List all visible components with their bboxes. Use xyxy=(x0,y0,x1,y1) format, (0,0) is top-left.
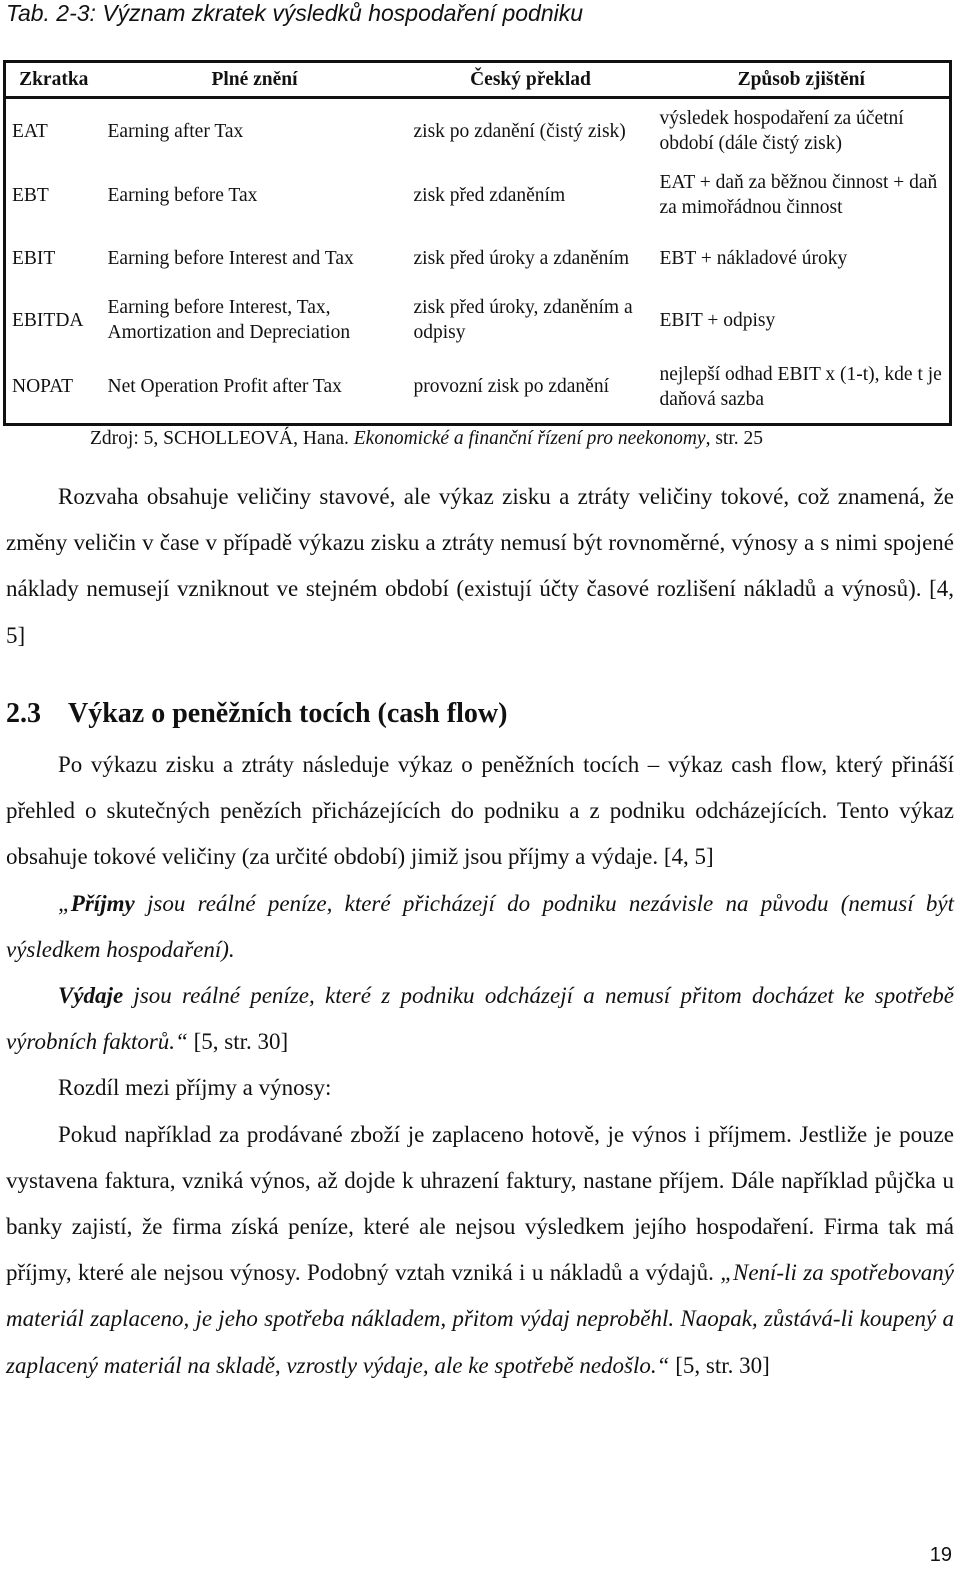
column-header: Zkratka xyxy=(5,62,102,98)
source-prefix: Zdroj: 5, SCHOLLEOVÁ, Hana. xyxy=(90,428,354,449)
column-header: Způsob zjištění xyxy=(654,62,951,98)
table-cell: Earning before Interest, Tax, Amortization and Depreciation xyxy=(107,297,351,344)
quote-text: jsou reálné peníze, které z podniku odcházejí a nemusí přitom docházet ke spotřebě výrobních faktorů. xyxy=(6,983,954,1055)
table-cell: EBIT + odpisy xyxy=(659,309,776,331)
table-row xyxy=(5,164,951,227)
quote-text: „Není-li za spotřebovaný materiál zaplaceno, je jeho spotřeba nákladem, přitom výdaj neproběhl. Naopak, zůstává-li koupený a zaplacený materiál na skladě, vzrostly výdaje, ale ke spotřebě nedošlo.“ xyxy=(6,1260,954,1378)
table-cell: Earning before Tax xyxy=(107,184,258,206)
table-cell: zisk po zdanění (čistý zisk) xyxy=(413,120,626,142)
term-prijmy: Příjmy xyxy=(70,890,135,916)
table-cell: Earning before Interest and Tax xyxy=(107,247,354,269)
quote-prijmy xyxy=(6,881,954,973)
table-source xyxy=(90,428,763,450)
section-heading xyxy=(6,698,507,730)
source-title: Ekonomické a finanční řízení pro neekonomy xyxy=(353,428,706,449)
term-vydaje: Výdaje xyxy=(58,983,124,1009)
quote-close-mark: “ xyxy=(175,1029,188,1055)
table-cell: EAT + daň za běžnou činnost + daň za mimořádnou činnost xyxy=(659,172,938,219)
column-header: Český překlad xyxy=(408,62,654,98)
paragraph-example xyxy=(6,1112,954,1389)
table-cell: Earning after Tax xyxy=(107,120,244,142)
table-row xyxy=(5,227,951,290)
paragraph-text: Pokud například za prodávané zboží je zaplaceno hotově, je výnos i příjmem. Jestliže je pouze vystavena faktura, vzniká výnos, až dojde k uhrazení faktury, nastane příjem. Dále například půjčka u banky zajistí, že firma získá peníze, které ale nejsou výsledkem jejího hospodaření. Firma tak má příjmy, které ale nejsou výnosy. Podobný vztah vzniká i u nákladů a výdajů. xyxy=(6,1121,954,1286)
difference-heading: Rozdíl mezi příjmy a výnosy: xyxy=(58,1075,332,1101)
table-cell: provozní zisk po zdanění xyxy=(413,376,609,398)
table-caption: Tab. 2-3: Význam zkratek výsledků hospodaření podniku xyxy=(6,0,584,26)
paragraph-cash-flow: Po výkazu zisku a ztráty následuje výkaz o peněžních tocích – výkaz cash flow, který přináší přehled o skutečných penězích přicházejících do podniku a z podniku odcházejících. Tento výkaz obsahuje tokové veličiny (za určité období) jimiž jsou příjmy a výdaje. [4, 5] xyxy=(6,752,954,870)
table-cell: nejlepší odhad EBIT x (1-t), kde t je daňová sazba xyxy=(659,363,942,410)
section-body xyxy=(6,742,954,1389)
quote-reference: [5, str. 30] xyxy=(669,1352,770,1378)
quote-open-mark: „ xyxy=(58,890,71,916)
table-cell: EBITDA xyxy=(12,309,84,331)
section-number: 2.3 xyxy=(6,698,41,729)
table-row xyxy=(5,290,951,351)
table-header-row xyxy=(5,62,951,98)
table-cell: EBIT xyxy=(12,247,56,269)
quote-reference: [5, str. 30] xyxy=(187,1029,289,1055)
paragraph-balance-sheet xyxy=(6,474,954,659)
quote-vydaje xyxy=(6,973,954,1065)
table-row xyxy=(5,98,951,164)
table-cell: EAT xyxy=(12,120,48,142)
page-number: 19 xyxy=(929,1544,952,1566)
table-cell: výsledek hospodaření za účetní období (dále čistý zisk) xyxy=(659,108,904,155)
table-cell: EBT xyxy=(12,184,49,206)
table-cell: zisk před zdaněním xyxy=(413,184,566,206)
paragraph-text: Rozvaha obsahuje veličiny stavové, ale výkaz zisku a ztráty veličiny tokové, což znamená, že změny veličin v čase v případě výkazu zisku a ztráty nemusí být rovnoměrné, výnosy a s nimi spojené náklady nemusejí vzniknout ve stejném období (existují účty časové rozlišení nákladů a výnosů). [4, 5] xyxy=(6,484,954,648)
table-row xyxy=(5,351,951,425)
table-cell: EBT + nákladové úroky xyxy=(659,247,848,269)
table-cell: zisk před úroky, zdaněním a odpisy xyxy=(413,297,633,344)
table-cell: NOPAT xyxy=(12,376,74,398)
quote-text: jsou reálné peníze, které přicházejí do podniku nezávisle na původu (nemusí být výsledkem hospodaření). xyxy=(6,890,954,962)
table-cell: Net Operation Profit after Tax xyxy=(107,376,342,398)
column-header: Plné znění xyxy=(102,62,408,98)
table-cell: zisk před úroky a zdaněním xyxy=(413,247,630,269)
source-suffix: , str. 25 xyxy=(705,428,764,449)
section-title: Výkaz o peněžních tocích (cash flow) xyxy=(68,698,508,729)
abbreviations-table xyxy=(3,60,952,426)
